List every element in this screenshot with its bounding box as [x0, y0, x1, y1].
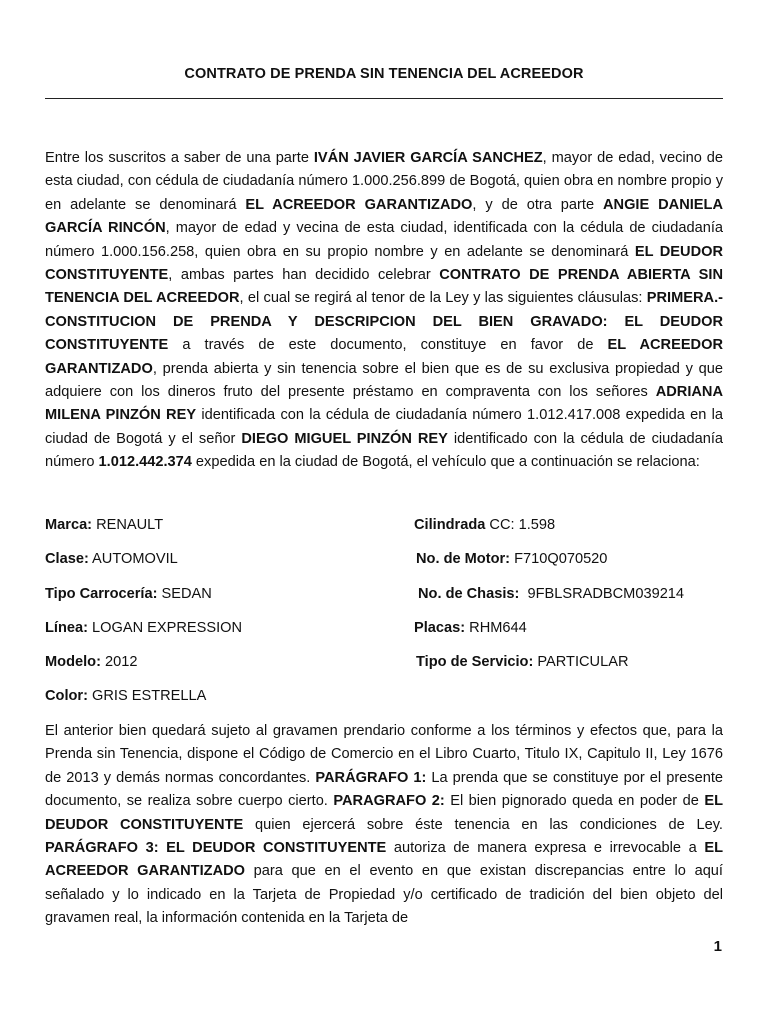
text-run: , mayor de edad y vecina de esta ciudad, identificada con la cédula de ciudadanía número 1.000.156.258, quien obra en su propio nombre y en adelante se denominará: [45, 220, 723, 260]
text-run: , ambas partes han decidido celebrar: [168, 267, 440, 284]
bold-text-run: ADRIANA MILENA PINZÓN REY: [45, 384, 723, 424]
text-run: , el cual se regirá al tenor de la Ley y las siguientes cláusulas:: [239, 290, 647, 307]
field-clase: [45, 551, 178, 567]
text-run: La prenda que se constituye por el presente documento, se realiza sobre cuerpo cierto.: [45, 769, 723, 810]
text-run: para que en el evento en que existan discrepancias entre lo aquí señalado y lo indicado en la Tarjeta de Propiedad y/o certificado de tradición del bien objeto del gravamen real, la información contenida en la Tarjeta de: [45, 863, 723, 927]
bold-text-run: IVÁN JAVIER GARCÍA SANCHEZ: [313, 150, 543, 166]
text-run: El anterior bien quedará sujeto al gravamen prendario conforme a los términos y efectos que, para la Prenda sin Tenencia, dispone el Código de Comercio en el Libro Cuarto, Titulo IX, Capitulo II, Ley 1676 de 2013 y demás normas concordantes.: [45, 723, 723, 786]
text-run: El bien pignorado queda en poder de: [444, 793, 705, 810]
field-value: CC: 1.598: [485, 517, 556, 533]
title-divider: [45, 98, 723, 99]
field-value: RENAULT: [92, 517, 164, 533]
field-label: Cilindrada: [414, 517, 486, 533]
field-color: [45, 688, 206, 704]
text-run: a través de este documento, constituye en favor de: [168, 337, 608, 354]
text-run: autoriza de manera expresa e irrevocable a: [386, 840, 705, 857]
bold-text-run: DIEGO MIGUEL PINZÓN REY: [241, 430, 448, 447]
field-value: 9FBLSRADBCM039214: [519, 586, 685, 602]
bold-text-run: PARÁGRAFO 1:: [315, 769, 427, 786]
field-linea: [45, 620, 242, 636]
text-run: quien ejercerá sobre éste tenencia en las condiciones de Ley.: [243, 816, 723, 833]
bold-text-run: 1.012.442.374: [98, 454, 192, 471]
bold-text-run: PARAGRAFO 2:: [333, 793, 445, 810]
field-label: No. de Motor:: [416, 551, 511, 567]
bold-text-run: ANGIE DANIELA GARCÍA RINCÓN: [45, 196, 723, 237]
opening-paragraph: [45, 147, 723, 475]
field-label: Marca:: [45, 517, 93, 533]
bold-text-run: PRIMERA.-CONSTITUCION DE PRENDA Y DESCRIPCION DEL BIEN GRAVADO: EL DEUDOR CONSTITUYENTE: [45, 290, 723, 354]
bold-text-run: EL ACREEDOR GARANTIZADO: [245, 196, 473, 213]
bold-text-run: EL DEUDOR CONSTITUYENTE: [45, 243, 723, 284]
field-label: Línea:: [45, 620, 88, 636]
field-label: Clase:: [45, 551, 89, 567]
text-run: , mayor de edad, vecino de esta ciudad, con cédula de ciudadanía número 1.000.256.899 de Bogotá, quien obra en nombre propio y en adelante se denominará: [45, 150, 723, 213]
page-number: 1: [713, 938, 722, 955]
bold-text-run: PARÁGRAFO 3: EL DEUDOR CONSTITUYENTE: [45, 840, 387, 857]
field-value: PARTICULAR: [533, 654, 629, 670]
field-value: LOGAN EXPRESSION: [87, 620, 243, 636]
text-run: identificada con la cédula de ciudadanía número 1.012.417.008 expedida en la ciudad de Bogotá y el señor: [45, 407, 723, 447]
field-label: Modelo:: [45, 654, 101, 670]
document-title: CONTRATO DE PRENDA SIN TENENCIA DEL ACREEDOR: [184, 66, 584, 82]
text-run: , y de otra parte: [472, 196, 603, 213]
field-value: SEDAN: [157, 586, 212, 602]
field-label: Placas:: [414, 620, 466, 636]
field-cilindrada: [414, 517, 555, 533]
field-value: AUTOMOVIL: [88, 551, 178, 567]
field-servicio: [416, 654, 628, 670]
bold-text-run: EL ACREEDOR GARANTIZADO: [45, 337, 723, 377]
field-value: GRIS ESTRELLA: [87, 688, 207, 704]
field-value: RHM644: [465, 620, 527, 636]
text-run: , prenda abierta y sin tenencia sobre el bien que es de su exclusiva propiedad y que adquiere con los dineros fruto del presente préstamo en compraventa con los señores: [45, 360, 723, 401]
bold-text-run: CONTRATO DE PRENDA ABIERTA SIN TENENCIA DEL ACREEDOR: [45, 267, 724, 307]
field-label: Color:: [45, 688, 88, 704]
bold-text-run: EL DEUDOR CONSTITUYENTE: [45, 793, 723, 833]
bold-text-run: EL ACREEDOR GARANTIZADO: [45, 840, 723, 880]
field-marca: [45, 517, 163, 533]
field-label: Tipo Carrocería:: [45, 586, 158, 602]
text-run: identificado con la cédula de ciudadanía número: [45, 430, 723, 471]
field-motor: [416, 551, 607, 567]
field-value: 2012: [100, 654, 138, 670]
field-label: Tipo de Servicio:: [416, 654, 534, 670]
field-label: No. de Chasis:: [418, 586, 520, 602]
text-run: Entre los suscritos a saber de una parte: [45, 150, 314, 166]
clauses-paragraph: [45, 720, 723, 931]
field-placas: [414, 620, 527, 636]
text-run: expedida en la ciudad de Bogotá, el vehículo que a continuación se relaciona:: [191, 454, 700, 471]
field-value: F710Q070520: [510, 551, 608, 567]
field-modelo: [45, 654, 137, 670]
field-chasis: [418, 586, 684, 602]
field-carroceria: [45, 586, 212, 602]
